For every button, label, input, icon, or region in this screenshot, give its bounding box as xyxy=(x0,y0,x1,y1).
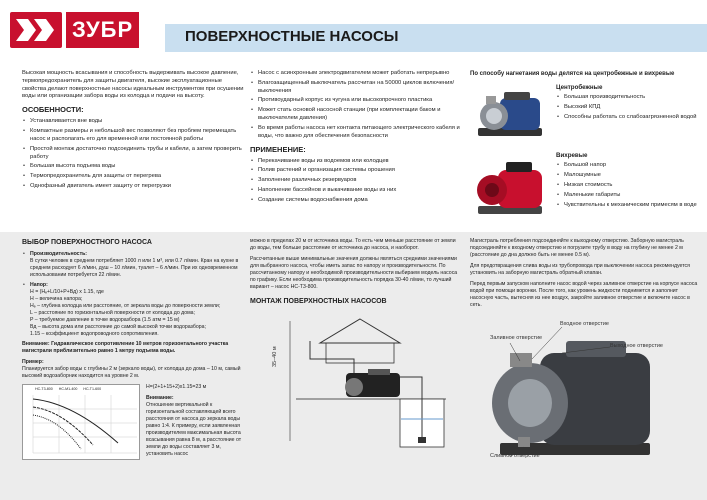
features-list xyxy=(22,118,247,191)
centrifugal-list xyxy=(556,94,700,121)
mount-title: МОНТАЖ ПОВЕРХНОСТНЫХ НАСОСОВ xyxy=(250,298,387,306)
vortex-pump-image xyxy=(470,152,552,222)
intro-text: Высокая мощность всасывания и способность выдерживать высокое давление, термопредохранитель для защиты двигателя, высокие эксплуатационные свойства делают поверхностные насосы идеальным инструментом при осушении воды или организации забора воды из колодца и подачи на высоту. xyxy=(22,70,244,100)
list-item: • Влагозащищенный выключатель рассчитан на 50000 циклов включения/выключения xyxy=(250,80,460,96)
pump-parts-diagram xyxy=(470,313,690,463)
middle-text-1: можно в пределах 20 м от источника воды. То есть чем меньше расстояние от земли до воды, тем больше расстояние от источника до насоса, и наоборот. xyxy=(250,238,456,252)
page-title: ПОВЕРХНОСТНЫЕ НАСОСЫ xyxy=(185,28,399,45)
right-column xyxy=(470,238,700,463)
middle-column xyxy=(250,238,460,451)
selection-title: ВЫБОР ПОВЕРХНОСТНОГО НАСОСА xyxy=(22,239,152,246)
var-line: Нₑ – глубина колодца или расстояние, от зеркала воды до поверхности земли; xyxy=(30,302,221,309)
use-title: ПРИМЕНЕНИЕ: xyxy=(250,144,306,154)
features-title: ОСОБЕННОСТИ: xyxy=(22,105,84,115)
use-list xyxy=(250,158,460,205)
centrifugal-title: Центробежные xyxy=(556,84,603,92)
list-item: • Однофазный двигатель имеет защиту от перегрузки xyxy=(22,183,247,191)
list-item: • Создание системы водоснабжения дома xyxy=(250,197,460,205)
list-item: • Чувствительны к механическим примесям в воде xyxy=(556,202,700,210)
head-title: Напор: xyxy=(30,281,48,288)
header xyxy=(0,0,707,62)
perf-title: Производительность: xyxy=(30,251,88,258)
list-item: • Низкая стоимость xyxy=(556,182,700,190)
example-formula: Н=(2+1+15+2)х1.15=23 м xyxy=(146,383,207,390)
performance-chart xyxy=(22,384,140,460)
selection-list xyxy=(22,251,244,337)
var-line: L – расстояние по горизонтальной поверхности от колодца до дома; xyxy=(30,309,195,316)
var-line: P – требуемое давление в точке водоразбора (1.5 атм = 15 м) xyxy=(30,316,180,323)
brand-logo xyxy=(10,10,150,50)
inlet-label: Входное отверстие xyxy=(560,321,609,328)
list-item xyxy=(22,251,244,279)
vortex-block xyxy=(470,152,700,222)
centrifugal-block xyxy=(470,84,700,144)
middle-text-2: Рассчитанные выше минимальные значения должны являться средними значениями для выбранного насоса, чтобы иметь запас по напору и производительности. По рассчитанному напору и необходимой производительности выбираем модель насоса по графику. Если необходима производительность порядка 30-40 л/мин, то лучший вариант – насос НС-Т3-800. xyxy=(250,256,458,291)
example-title: Пример: xyxy=(22,358,44,365)
right-text-1: Магистраль потребления подсоединяйте к выходному отверстию. Заборную магистраль подсоединяйте к входному отверстию и погрузите трубу в воду на глубину не менее 2 м (расстояние до дна должно быть не менее 0.5 м). xyxy=(470,238,684,259)
formula: Н = (Нₑ+L/10+P+Вд) х 1.15, где xyxy=(30,288,104,295)
arrows-icon xyxy=(10,12,62,48)
right-text-3: Перед первым запуском наполните насос водой через заливное отверстие на корпусе насоса водой при помощи воронки. После того, как уровень жидкости поднимется и заполнит насосную часть, вытесняя из нее воздух, закройте заливное отверстие и включите насос в сеть. xyxy=(470,281,698,309)
vortex-title: Вихревые xyxy=(556,152,588,160)
note: Внимание: Гидравлическое сопротивление 10 метров горизонтального участка магистрали приблизительно равно 1 метру подъема воды. xyxy=(22,340,229,354)
list-item: • Большой напор xyxy=(556,162,700,170)
list-item: • Может стать основой насосной станции (при комплектации баком и выключателем давления) xyxy=(250,107,460,123)
list-item: • Заполнение различных резервуаров xyxy=(250,177,460,185)
fill-label: Заливное отверстие xyxy=(490,335,543,342)
list-item: • Компактные размеры и небольшой вес позволяют без проблем перемещать насос и располагать его для временной или постоянной работы xyxy=(22,128,247,144)
outlet-label: Выходное отверстие xyxy=(610,343,663,350)
types-title: По способу нагнетания воды делятся на центробежные и вихревые xyxy=(470,71,675,77)
advantages-column xyxy=(250,70,460,207)
vortex-list xyxy=(556,162,700,209)
lower-panel xyxy=(0,232,707,500)
list-item: • Большая производительность xyxy=(556,94,700,102)
list-item: • Противоударный корпус из чугуна или высокопрочного пластика xyxy=(250,97,460,105)
title-band xyxy=(165,24,707,52)
drain-label: Сливное отверстие xyxy=(490,453,540,460)
list-item: • Малошумные xyxy=(556,172,700,180)
list-item: • Устанавливается вне воды xyxy=(22,118,247,126)
list-item: • Полив растений и организация системы орошения xyxy=(250,167,460,175)
brand-name: ЗУБР xyxy=(66,12,139,48)
list-item: • Наполнение бассейнов и выкачивание воды из них xyxy=(250,187,460,195)
centrifugal-pump-image xyxy=(470,84,552,144)
attention-title: Внимание: xyxy=(146,394,174,401)
perf-text: В сутки человек в среднем потребляет 1000 л или 1 м³, или 0.7 л/мин. Кран на кухне в среднем расходует 6 л/мин, душ – 10 л/мин, туалет – 6 л/мин. При их одновременном использовании потребуется 22 л/мин. xyxy=(30,258,239,279)
selection-column xyxy=(22,238,244,462)
list-item: • Маленькие габариты xyxy=(556,192,700,200)
var-line: Вд – высота дома или расстояние до самой высокой точки водоразбора; xyxy=(30,323,206,330)
list-item: • Во время работы насоса нет контакта питающего электрического кабеля и воды, что важно для обеспечения безопасности xyxy=(250,125,460,141)
list-item xyxy=(22,282,244,338)
list-item: • Термопредохранитель для защиты от перегрева xyxy=(22,173,247,181)
example-text: Планируется забор воды с глубины 2 м (зеркало воды), от колодца до дома – 10 м, самый высокий водозаборник находится на уровне 2 м. xyxy=(22,365,241,379)
advantages-list xyxy=(250,70,460,141)
chart-label: НС-Т3-800 xyxy=(35,386,53,391)
types-column xyxy=(470,70,700,222)
var-line: 1.15 – коэффициент водопроводного сопротивления. xyxy=(30,330,159,337)
list-item: • Высокий КПД xyxy=(556,104,700,112)
right-text-2: Для предотвращения слива воды из трубопровода при выключении насоса рекомендуется установить на заборную магистраль обратный клапан. xyxy=(470,263,690,277)
chart-label: НС-Т1-600 xyxy=(83,386,102,391)
list-item: • Способны работать со слабозагрязненной водой xyxy=(556,114,700,122)
chart-label: НС-М1-400 xyxy=(58,386,78,391)
list-item: • Насос с асинхронным электродвигателем может работать непрерывно xyxy=(250,70,460,78)
list-item: • Простой монтаж достаточно подсоединить трубы и кабели, а затем проверить работу xyxy=(22,146,247,162)
list-item: • Перекачивание воды из водоемов или колодцев xyxy=(250,158,460,166)
var-line: Н – величина напора; xyxy=(30,295,83,302)
mount-diagram xyxy=(250,311,450,451)
intro-column xyxy=(22,70,247,193)
attention-text: Отношение вертикальной к горизонтальной составляющей всего расстояния от насоса до зеркала воды равно 1:4. К примеру, если заявленная производителем максимальная высота всасывания равна 8 м, а расстояние от земли до воды составляет 3 м, установить насос xyxy=(146,401,242,457)
list-item: • Большая высота подъема воды xyxy=(22,163,247,171)
dimension-label: 35–40 м xyxy=(272,345,278,367)
